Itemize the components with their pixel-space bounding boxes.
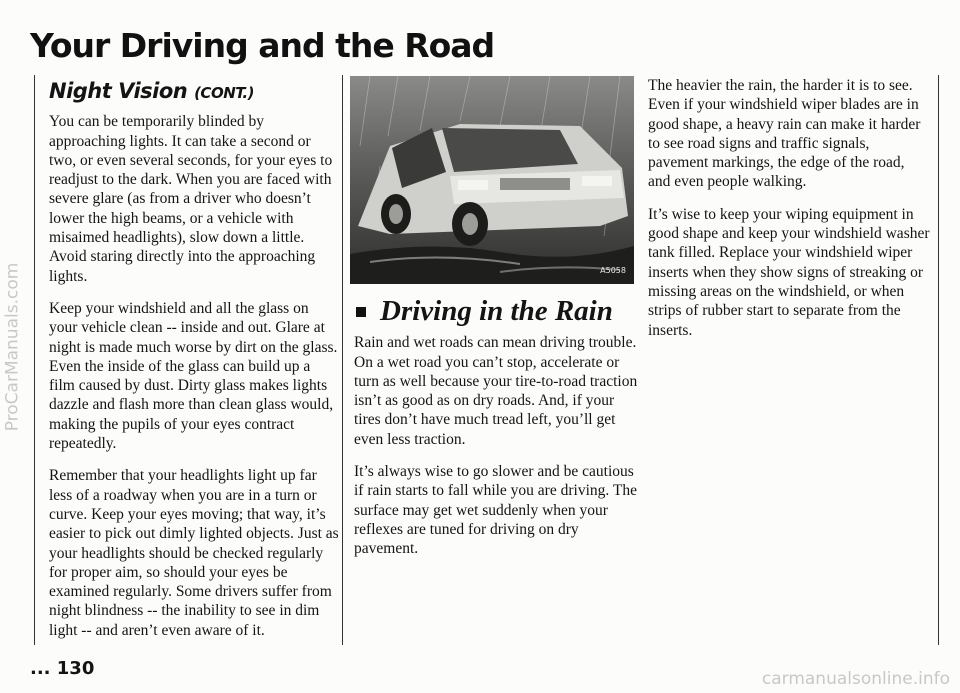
bottom-watermark: carmanualsonline.info <box>761 669 950 689</box>
page-title: Your Driving and the Road <box>30 26 495 65</box>
rain-section-title: Driving in the Rain <box>380 295 613 327</box>
photo-code: A5058 <box>600 265 626 275</box>
night-vision-paragraph: Remember that your headlights light up far less of a roadway when you are in a turn or curve. Keep your eyes moving; that way, it’s easier to pick out dimly lighted objects. Just as your headlights should be checked regularly for proper aim, so should your eyes be examined regularly. Some drivers suffer from night blindness -- the inability to see in dim light -- and aren’t even aware of it. <box>49 467 339 639</box>
car-in-rain-photo <box>350 76 634 284</box>
page-number: ... 130 <box>30 658 95 679</box>
rain-paragraph: It’s always wise to go slower and be cautious if rain starts to fall while you are driving. The surface may get wet suddenly when your reflexes are tuned for driving on dry pavement. <box>354 463 637 558</box>
column-night-vision <box>49 79 339 653</box>
rain-car-illustration <box>350 76 634 284</box>
column-driving-in-rain <box>350 76 638 572</box>
rain-section-heading <box>354 295 638 327</box>
rain-visibility-paragraph: It’s wise to keep your wiping equipment in good shape and keep your windshield washer tank filled. Replace your windshield wiper inserts when they show signs of streaking or missing areas on the windshield, or when strips of rubber start to separate from the inserts. <box>648 205 930 339</box>
night-vision-heading <box>49 79 339 103</box>
night-vision-title: Night Vision <box>49 79 188 103</box>
side-watermark <box>0 0 24 693</box>
night-vision-paragraph: You can be temporarily blinded by approaching lights. It can take a second or two, or even several seconds, for your eyes to readjust to the dark. When you are faced with severe glare (as from a driver who doesn’t lower the high beams, or a vehicle with misaimed headlights), slow down a little. Avoid staring directly into the approaching lights. <box>49 113 333 285</box>
side-watermark-text: ProCarManuals.com <box>2 262 22 431</box>
night-vision-paragraph: Keep your windshield and all the glass on your vehicle clean -- inside and out. Glare at night is made much worse by dirt on the glass. Even the inside of the glass can build up a film caused by dust. Dirty glass makes lights dazzle and flash more than clean glass would, making the pupils of your eyes contract repeatedly. <box>49 299 338 453</box>
continued-marker: (CONT.) <box>194 84 254 102</box>
rain-paragraph: Rain and wet roads can mean driving trouble. On a wet road you can’t stop, accelerate or turn as well because your tire-to-road traction isn’t as good as on dry roads. And, if your tires don’t have much tread left, you’ll get even less traction. <box>354 334 638 448</box>
column-rule-left <box>34 75 35 645</box>
column-rain-visibility <box>648 76 930 353</box>
column-rule-middle <box>342 75 343 645</box>
column-rule-right <box>938 75 939 645</box>
square-bullet-icon <box>356 307 366 317</box>
rain-visibility-paragraph: The heavier the rain, the harder it is to see. Even if your windshield wiper blades are in good shape, a heavy rain can make it harder to see road signs and traffic signals, pavement markings, the edge of the road, and even people walking. <box>648 77 921 191</box>
